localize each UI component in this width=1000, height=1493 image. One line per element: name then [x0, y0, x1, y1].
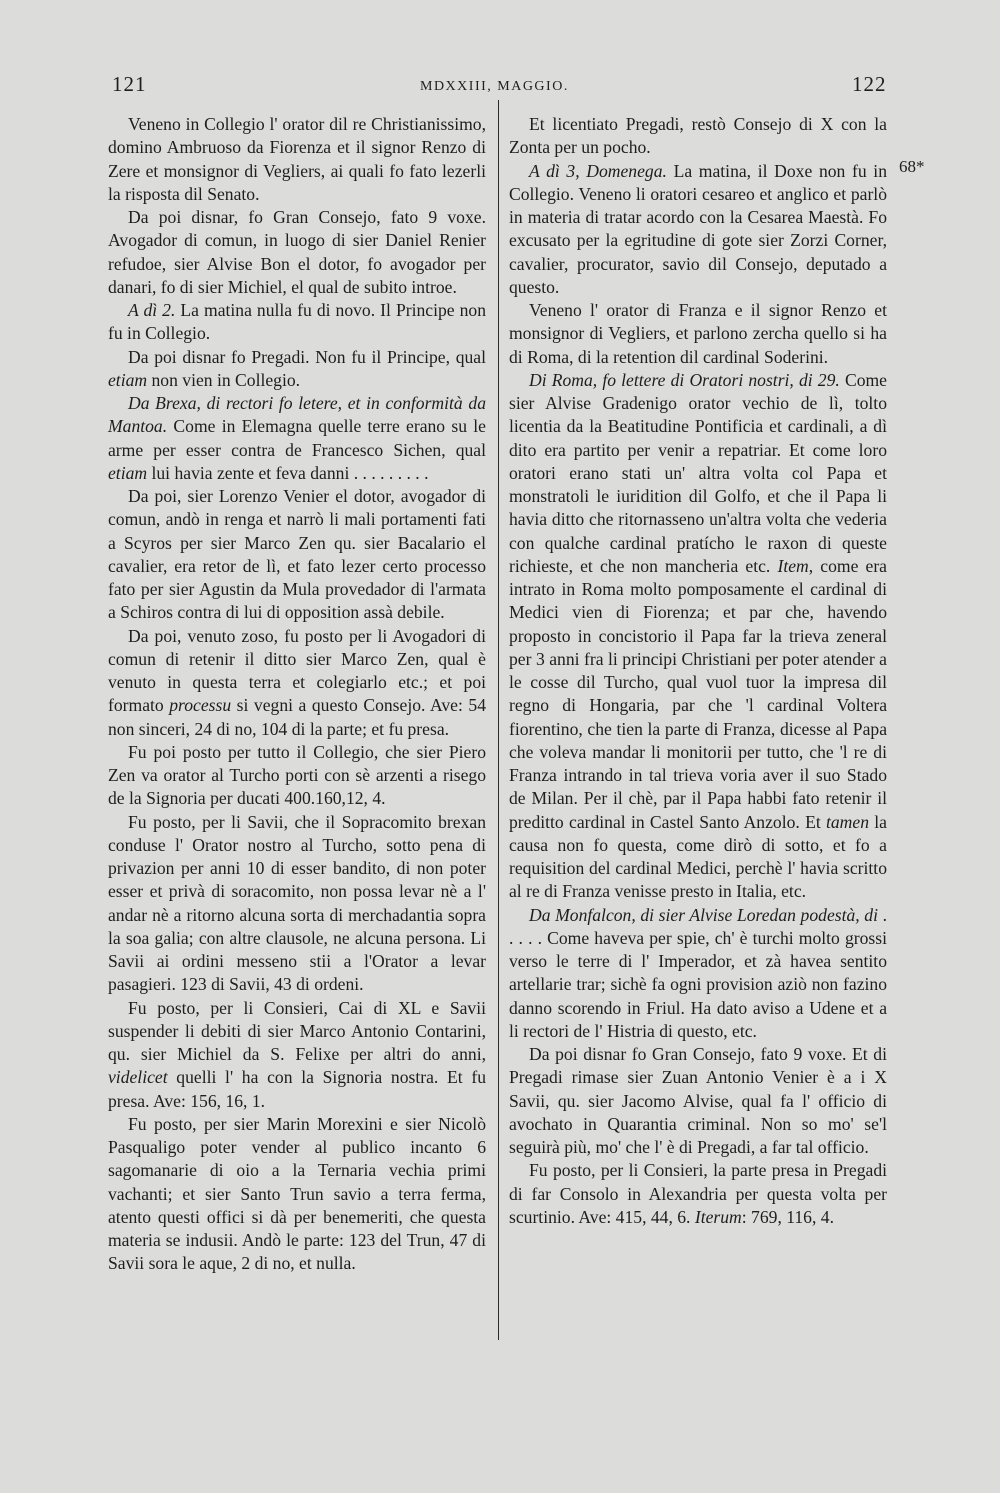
page-number-right: 122 — [852, 72, 887, 96]
paragraph — [509, 1043, 887, 1159]
italic-text: videlicet — [108, 1067, 168, 1088]
paragraph — [108, 811, 486, 997]
text: Da poi, sier Lorenzo Venier el dotor, avogador di comun, andò in renga et narrò li mali portamenti fati a Scyros per sier Marco Zen qu. sier Bacalario el cavalier, era retor de lì, et fato lezer certo processo fato per sier Agustin da Mula provedador di l'armata a Schiros contra di lui di opposition assà debile. — [108, 486, 486, 623]
text: Da poi disnar, fo Gran Consejo, fato 9 voxe. Avogador di comun, in luogo di sier Daniel Renier refudoe, sier Alvise Bon el dotor, fo avogador per danari, fo di sier Michiel, el qual de subito introe. — [108, 207, 486, 297]
text: la causa non fo questa, come dirò di sotto, et fo a requisition del cardinal Medici, perchè l' havia scritto al re di Franza venisse presto in Italia, etc. — [509, 811, 887, 902]
text: Come sier Alvise Gradenigo orator vechio de lì, tolto licentia da la Beatitudine Pontificia et cardinali, a dì dito era partito per venir a repatriar. Et come loro oratori erano stati un' altra volta col Papa et monstratoli le iuridition dil Golfo, et che il Papa li havia ditto che ritornasseno un'altra volta che vederia con qualche cardinal pratícho le raxon di queste richieste, et che non mancheria etc. — [509, 369, 887, 576]
italic-text: Da Monfalcon, di sier Alvise Loredan podestà, di — [529, 904, 878, 925]
left-column — [108, 113, 486, 1276]
text: Veneno in Collegio l' orator dil re Christianissimo, domino Ambruoso da Fiorenza et il signor Renzo di Zere et monsignor di Vegliers, ai quali fo fato lezerli la risposta dil Senato. — [108, 114, 486, 204]
italic-text: etiam — [108, 369, 148, 390]
right-column — [509, 113, 887, 1229]
text: Da poi disnar fo Pregadi. Non fu il Principe, qual — [128, 346, 486, 367]
text: Fu posto, per li Consieri, Cai di XL e Savii suspender li debiti di sier Marco Antonio Contarini, qu. sier Michiel da S. Felixe per altri do anni, — [108, 997, 486, 1064]
text: lui havia zente et feva danni . . . . . . . . . — [147, 462, 429, 483]
paragraph — [108, 113, 486, 206]
paragraph — [108, 997, 486, 1113]
paragraph — [509, 1159, 887, 1229]
italic-text: A dì 3, Domenega. — [529, 160, 667, 181]
page-number-left: 121 — [112, 72, 147, 96]
text: : 769, 116, 4. — [741, 1206, 834, 1227]
paragraph — [108, 346, 486, 393]
italic-text: etiam — [108, 462, 148, 483]
paragraph — [509, 904, 887, 1044]
text: Come in Elemagna quelle terre erano su le arme per esser contra de Francesco Sichen, qual — [108, 416, 486, 460]
text: La matina, il Doxe non fu in Collegio. Veneno li oratori cesareo et anglico et parlò in materia di tratar acordo con la Cesarea Maestà. Fo excusato per la egritudine di gote sier Zorzi Corner, cavalier, procurator, savio dil Consejo, deputado a questo. — [509, 160, 887, 297]
running-title: MDXXIII, MAGGIO. — [420, 79, 569, 94]
text: , come era intrato in Roma molto pomposamente el cardinal di Medici vien di Fiorenza; et par che, havendo proposto in concistorio il Papa far la trieva zeneral per 3 anni fra li principi Christiani per poter atender a le cosse dil Turcho, qual vuol tuor la impresa dil regno di Hongaria, par che 'l cardinal Voltera fiorentino, che tien la parte di Franza, dicesse al Papa che voleva mandar li monitorii per tutto, che 'l re di Franza intrando in tal trieva voria aver il suo Stado de Milan. Per il chè, par il Papa habbi fato retenir il preditto cardinal in Castel Santo Anzolo. Et — [509, 555, 887, 832]
text: Et licentiato Pregadi, restò Consejo di X con la Zonta per un pocho. — [509, 114, 887, 158]
italic-text: Iterum — [694, 1206, 742, 1227]
text: non vien in Collegio. — [147, 369, 301, 390]
italic-text: tamen — [826, 811, 869, 832]
text: Fu posto, per li Consieri, la parte presa in Pregadi di far Consolo in Alexandria per questa volta per scurtinio. Ave: 415, 44, 6. — [509, 1160, 887, 1227]
italic-text: Item — [777, 555, 809, 576]
italic-text: Da Brexa, di rectori fo letere, et in conformità da Mantoa. — [108, 393, 486, 437]
text: Fu poi posto per tutto il Collegio, che sier Piero Zen va orator al Turcho porti con sè arzenti a risego de la Signoria per ducati 400.160,12, 4. — [108, 741, 486, 809]
text: si vegni a questo Consejo. Ave: 54 non sinceri, 24 di no, 104 di la parte; et fu presa. — [108, 695, 486, 739]
text: Veneno l' orator di Franza e il signor Renzo et monsignor di Vegliers, et parlono zercha quello si ha di Roma, di la retention dil cardinal Soderini. — [509, 300, 887, 367]
margin-note: 68* — [899, 157, 925, 176]
text: Da poi, venuto zoso, fu posto per li Avogadori di comun di retenir il ditto sier Marco Zen, qual è venuto in questa terra et colegiarlo etc.; et poi formato — [108, 625, 486, 716]
text: La matina nulla fu di novo. Il Principe non fu in Collegio. — [108, 300, 486, 344]
paragraph — [108, 741, 486, 811]
italic-text: A dì 2. — [128, 300, 176, 320]
column-divider — [498, 100, 499, 1340]
text: Da poi disnar fo Gran Consejo, fato 9 voxe. Et di Pregadi rimase sier Zuan Antonio Venier è a i X Savii, qu. sier Jacomo Alvise, qual fa l' officio di avochato in Quarantia criminal. Non so mo' se'l seguirà più, mo' che l' è di Pregadi, a far tal officio. — [509, 1044, 887, 1157]
paragraph — [108, 1113, 486, 1276]
text: Fu posto, per li Savii, che il Sopracomito brexan conduse l' Orator nostro al Turcho, sotto pena di privazion per anni 10 di esser bandito, di non poter esser et privà di soracomito, non possa levar nè a l' andar nè a ritorno alcuna sorta di merchadantia sopra la soa galia; con altre clausole, ne alcuna persona. Li Savii ai ordini messeno stii a l'Orator a levar pasagieri. 123 di Savii, 43 di ordeni. — [108, 811, 486, 995]
paragraph — [509, 113, 887, 160]
text: . . . . . Come haveva per spie, ch' è turchi molto grossi verso le terre di l' Imperador, et zà havea sentito artellarie trar; sichè fa ogni provision aziò non fazino danno scorendo in Friul. Ha dato aviso a Udene et a li rectori de l' Histria di questo, etc. — [509, 904, 887, 1041]
italic-text: processu — [169, 695, 232, 716]
paragraph — [108, 625, 486, 741]
paragraph — [108, 392, 486, 485]
text: Fu posto, per sier Marin Morexini e sier Nicolò Pasqualigo poter vender al publico incanto 6 sagomanarie di oio a la Ternaria vechia primi vachanti; et sier Santo Trun savio a terra ferma, atento questi offici si dà per benemeriti, che questa materia se indusii. Andò le parte: 123 del Trun, 47 di Savii sora le aque, 2 di no, et nulla. — [108, 1113, 486, 1274]
paragraph — [108, 299, 486, 346]
paragraph — [108, 206, 486, 299]
italic-text: Di Roma, fo lettere di Oratori nostri, di 29. — [529, 369, 840, 390]
paragraph — [108, 485, 486, 625]
text: quelli l' ha con la Signoria nostra. Et fu presa. Ave: 156, 16, 1. — [108, 1067, 486, 1111]
paragraph — [509, 160, 887, 300]
paragraph — [509, 299, 887, 369]
paragraph — [509, 369, 887, 904]
